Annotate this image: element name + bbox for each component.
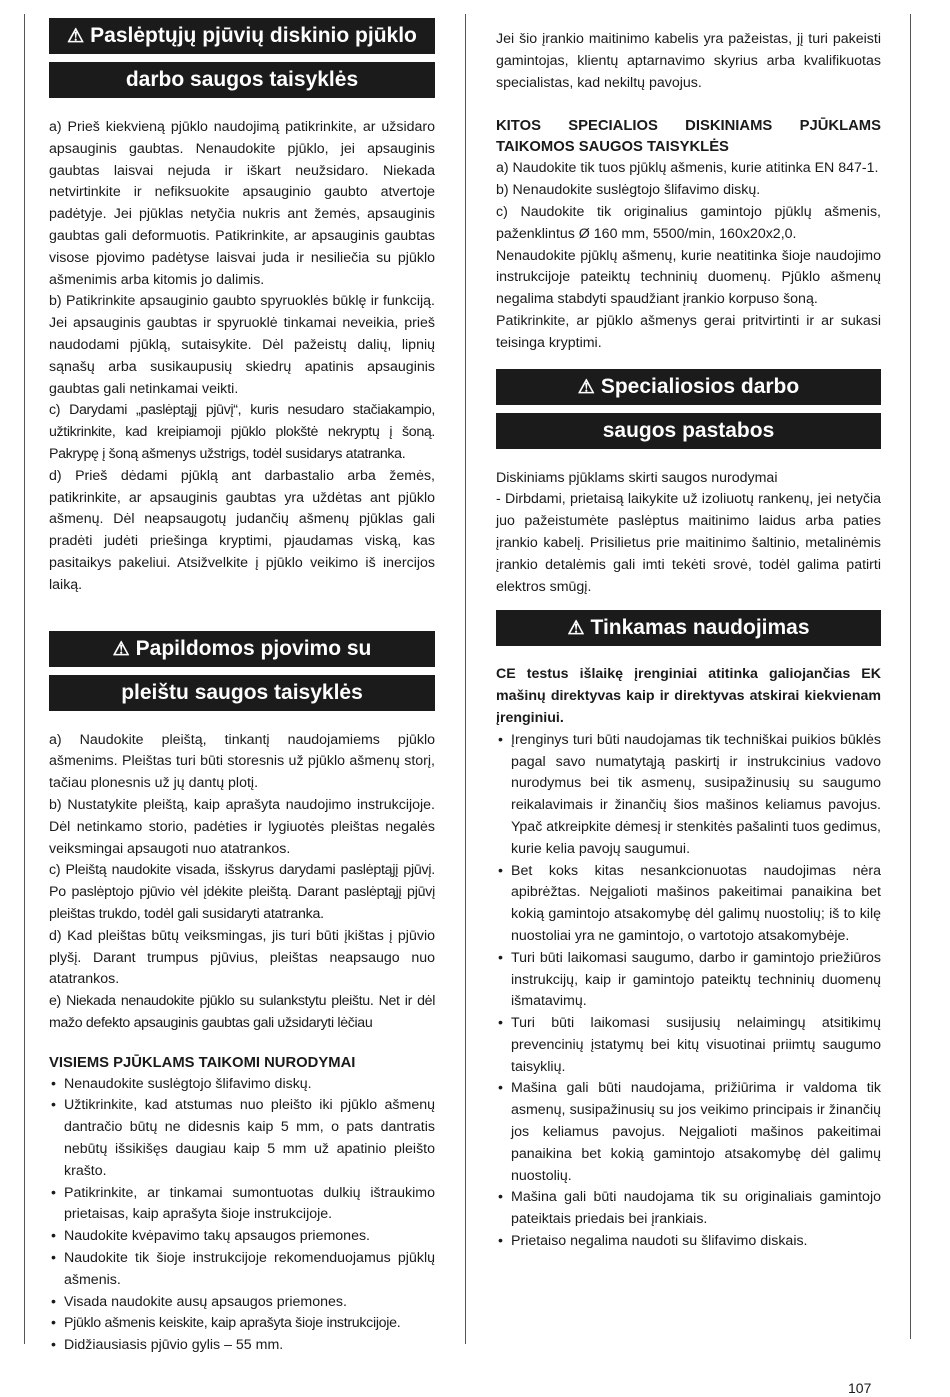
subheading: VISIEMS PJŪKLAMS TAIKOMI NURODYMAI [49, 1054, 356, 1071]
list-item: • Mašina gali būti naudojama, prižiūrima ir valdoma tik asmenų, susipažinusių su jos veikimo principais ir žinančių jos keliamus pavojus. Neįgalioti mašinos pakeitimai panaikina bet kokią gamintojo atsakomybę dėl galimų nuostolių. [498, 1080, 881, 1184]
paragraph: - Dirbdami, prietaisą laikykite už izoliuotų rankenų, jei netyčia juo pažeistumėte paslėptus maitinimo laidus arba paties įrankio kabelį. Prisilietus prie maitinimo šaltinio, metalinėmis įrankio detalėmis gali imti tekėti srovė, todėl galima patirti elektros smūgį. [496, 491, 881, 595]
warning-triangle-icon: ⚠ [567, 618, 585, 640]
paragraph: Jei šio įrankio maitinimo kabelis yra pažeistas, jį turi pakeisti gamintojas, klientų aptarnavimo skyrius arba kvalifikuotas specialistas, kad nekiltų pavojus. [496, 31, 881, 91]
list-item: • Naudokite kvėpavimo takų apsaugos priemones. [51, 1228, 370, 1245]
list-item: • Prietaiso negalima naudoti su šlifavimo diskais. [498, 1233, 808, 1250]
section-heading-bar: ⚠ Specialiosios darbo [496, 369, 881, 405]
left-column-rule [24, 14, 25, 1344]
paragraph: a) Naudokite pleištą, tinkantį naudojamiems pjūklo ašmenims. Pleištas turi būti storesnis už pjūklo ašmenų storį, tačiau plonesnis už jų dantų plotį. [49, 731, 435, 792]
right-column [496, 29, 881, 1253]
section-heading-bar: saugos pastabos [496, 413, 881, 449]
list-item: • Mašina gali būti naudojama tik su originaliais gamintojo pateiktais priedais bei įrankiais. [498, 1189, 881, 1228]
warning-triangle-icon: ⚠ [67, 26, 85, 47]
list-item: • Pjūklo ašmenis keiskite, kaip aprašyta šioje instrukcijoje. [51, 1315, 401, 1332]
list-item: • Naudokite tik šioje instrukcijoje rekomenduojamus pjūklų ašmenis. [51, 1250, 435, 1288]
list-item: • Visada naudokite ausų apsaugos priemones. [51, 1293, 347, 1310]
paragraph: Nenaudokite pjūklų ašmenų, kurie neatitinka šioje naudojimo instrukcijoje pateiktų techninių duomenų. Pjūklo ašmenų negalima stabdyti spaudžiant įrankio korpuso šoną. [496, 247, 881, 308]
paragraph: d) Kad pleištas būtų veiksmingas, jis turi būti įkištas į pjūvio plyšį. Darant trumpus pjūvius, pleištas neapsaugo nuo atatrankos. [49, 927, 435, 988]
list-item: • Nenaudokite suslėgtojo šlifavimo diskų. [51, 1075, 312, 1092]
paragraph: a) Prieš kiekvieną pjūklo naudojimą patikrinkite, ar užsidaro apsauginis gaubtas. Nenaudokite pjūklo, jei apsauginis gaubtas laisvai nejuda ir iškart neužsidaro. Niekada netvirtinkite ir nefiksuokite apsauginio gaubto atvertoje padėtyje. Jei pjūklas netyčia nukris ant žemės, apsauginis gaubtas gali deformuotis. Patikrinkite, ar apsauginis gaubtas visose pjovimo padėtyse laisvai juda ir nesiliečia su pjūklo ašmenimis arba kitomis jo dalimis. [49, 119, 435, 288]
right-column-rule [910, 14, 911, 1339]
list-item: • Įrenginys turi būti naudojamas tik techniškai puikios būklės pagal savo numatytąją paskirtį ir instrukcinius vadovo nurodymus bei tik asmenų, susipažinusių su saugumo reikalavimais ir žinančių šios mašinos keliamus pavojus. Ypač atkreipkite dėmesį ir stenkitės pašalinti tuos gedimus, kurie kelia pavojų saugumui. [498, 731, 881, 857]
paragraph: Diskiniams pjūklams skirti saugos nurodymai [496, 469, 778, 486]
bullet-list [49, 1074, 435, 1357]
paragraph: c) Naudokite tik originalius gamintojo pjūklų ašmenis, paženklintus Ø 160 mm, 5500/min, 160x20x2,0. [496, 203, 881, 242]
paragraph: c) Pleištą naudokite visada, išskyrus darydami paslėptąjį pjūvį. Po paslėptojo pjūvio vėl įdėkite pleištą. Darant paslėptąjį pjūvį pleištas trukdo, todėl gali susidaryti atatranka. [49, 862, 435, 922]
paragraph: e) Niekada nenaudokite pjūklo su sulankstytu pleištu. Net ir dėl mažo defekto apsauginis gaubtas gali užsidaryti lėčiau [49, 993, 435, 1031]
bold-paragraph: CE testus išlaikę įrenginiai atitinka galiojančias EK mašinų direktyvas kaip ir direktyvas atskirai kiekvienam įrenginiui. [496, 666, 881, 726]
section-heading-bar: ⚠ Papildomos pjovimo su [49, 631, 435, 667]
paragraph: b) Nustatykite pleištą, kaip aprašyta naudojimo instrukcijoje. Dėl netinkamo storio, padėties ir lygiuotės pleištas negalės veiksmingai apsaugoti nuo atatrankos. [49, 796, 435, 857]
left-column [49, 18, 435, 1357]
list-item: • Turi būti laikomasi susijusių nelaimingų atsitikimų prevencinių įstatymų bei kitų visuotinai priimtų saugumo taisyklių. [498, 1015, 881, 1075]
list-item: • Bet koks kitas nesankcionuotas naudojimas nėra apibrėžtas. Neįgalioti mašinos pakeitimai panaikina bet kokią gamintojo atsakomybę dėl galimų nuostolių; iš to kilę nuostoliai yra ne gamintojo, o vartotojo atsakomybėje. [498, 862, 881, 944]
section-heading-bar: pleištu saugos taisyklės [49, 675, 435, 711]
warning-triangle-icon: ⚠ [112, 638, 130, 660]
paragraph: d) Prieš dėdami pjūklą ant darbastalio arba žemės, patikrinkite, ar apsauginis gaubtas yra uždėtas ant pjūklo ašmenų. Dėl neapsaugotų judančių ašmenų pjūklas gali pradėti judėti priešinga kryptimi, pjaudamas viską, kas pasitaikys pakeliui. Atsižvelkite į pjūklo veikimo iš inercijos laiką. [49, 467, 435, 593]
paragraph: b) Patikrinkite apsauginio gaubto spyruoklės būklę ir funkciją. Jei apsauginis gaubtas ir spyruoklė tinkamai neveikia, prieš naudodami pjūklą, sutaisykite. Dėl pažeistų dalių, lipnių sąnašų arba susikaupusių skiedrų apatinis apsauginis gaubtas gali netinkamai veikti. [49, 293, 435, 397]
section-heading-bar: darbo saugos taisyklės [49, 62, 435, 98]
paragraph: Patikrinkite, ar pjūklo ašmenys gerai pritvirtinti ir ar sukasi teisinga kryptimi. [496, 312, 881, 351]
section-heading-bar: ⚠ Tinkamas naudojimas [496, 610, 881, 646]
paragraph: c) Darydami „paslėptąjį pjūvį“, kuris nesudaro stačiakampio, užtikrinkite, kad kreipiamoji pjūklo plokštė nekryptų į šoną. Pakrypę į šoną ašmenys užstrigs, todėl susidarys atatranka. [49, 402, 435, 462]
list-item: • Užtikrinkite, kad atstumas nuo pleišto iki pjūklo ašmenų dantračio būtų ne didesnis kaip 5 mm, o pats dantratis nebūtų išsikišęs daugiau kaip 5 mm už apatinio pleišto krašto. [51, 1097, 435, 1179]
paragraph: b) Nenaudokite suslėgtojo šlifavimo diskų. [496, 182, 761, 199]
section-heading-bar: ⚠ Paslėptųjų pjūvių diskinio pjūklo [49, 18, 435, 54]
list-item: • Didžiausiasis pjūvio gylis – 55 mm. [51, 1337, 284, 1354]
page-number: 107 [848, 1380, 872, 1396]
list-item: • Turi būti laikomasi saugumo, darbo ir gamintojo priežiūros instrukcijų, kaip ir gamintojo pateiktų techninių duomenų išmatavimų. [498, 949, 881, 1010]
list-item: • Patikrinkite, ar tinkamai sumontuotas dulkių ištraukimo prietaisas, kaip aprašyta šioje instrukcijoje. [51, 1184, 435, 1223]
subheading: KITOS SPECIALIOS DISKINIAMS PJŪKLAMS TAIKOMOS SAUGOS TAISYKLĖS [496, 118, 881, 156]
paragraph: a) Naudokite tik tuos pjūklų ašmenis, kurie atitinka EN 847-1. [496, 160, 879, 177]
center-column-rule [465, 14, 466, 1344]
bullet-list [496, 730, 881, 1253]
warning-triangle-icon: ⚠ [577, 376, 595, 398]
